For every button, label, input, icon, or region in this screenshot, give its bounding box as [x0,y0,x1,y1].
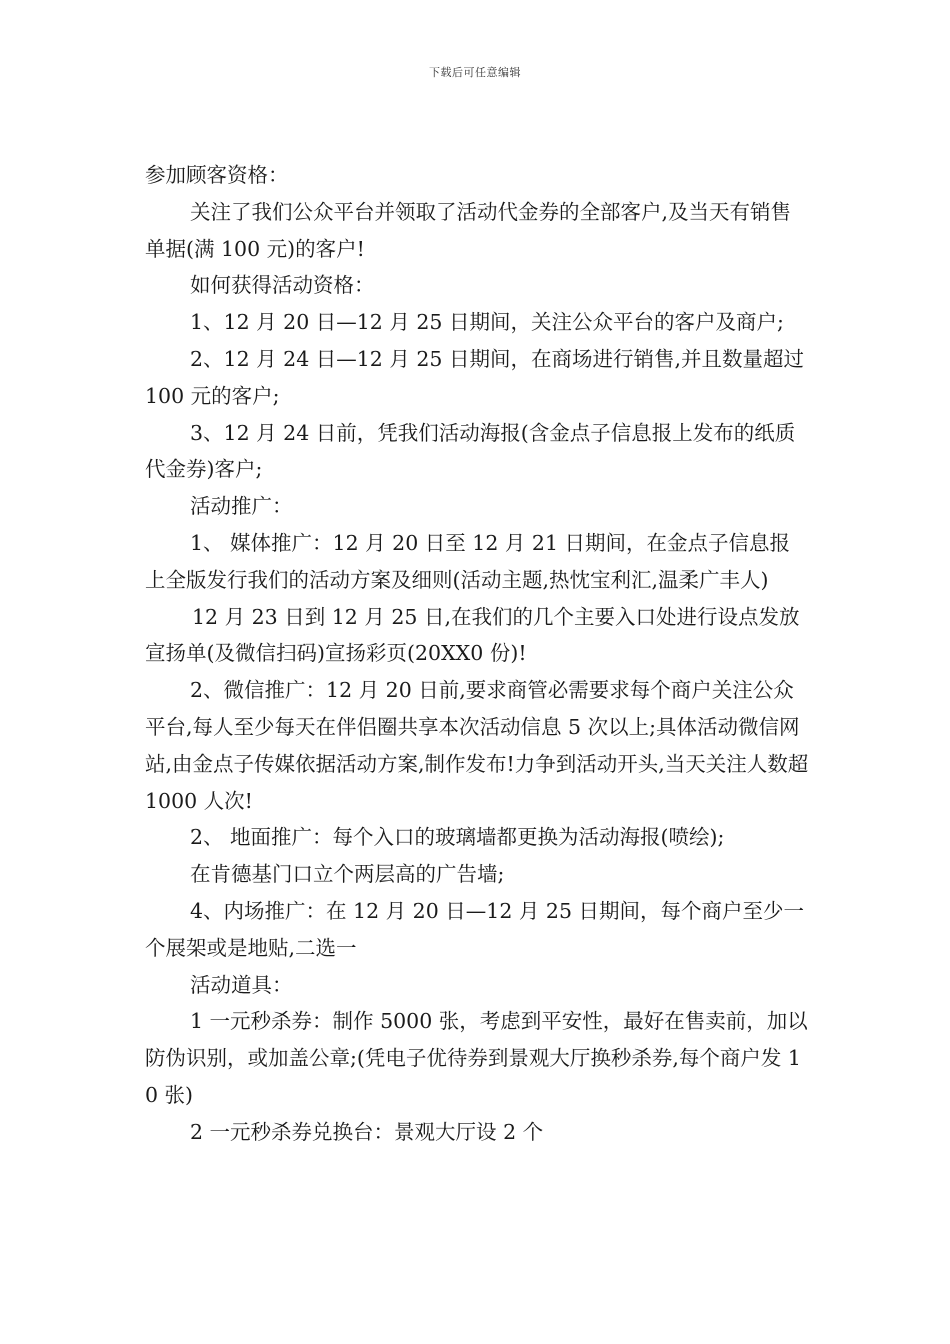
paragraph: 在肯德基门口立个两层高的广告墙; [190,862,505,887]
paragraph: 活动推广： [190,494,293,519]
paragraph: 3、12 月 24 日前，凭我们活动海报(含金点子信息报上发布的纸质代金券)客户; [145,420,796,482]
paragraph: 2、微信推广：12 月 20 日前,要求商管必需要求每个商户关注公众平台,每人至少每天在伴侣圈共享本次活动信息 5 次以上;具体活动微信网站,由金点子传媒依据活动方案,制作发布!力争到活动开头,当天关注人数超 1000 人次! [145,678,809,813]
paragraph: 1 一元秒杀券：制作 5000 张，考虑到平安性，最好在售卖前，加以防伪识别，或加盖公章;(凭电子优待券到景观大厅换秒杀券,每个商户发 10 张) [145,1009,808,1107]
paragraph: 4、内场推广：在 12 月 20 日—12 月 25 日期间，每个商户至少一个展架或是地贴,二选一 [145,898,804,960]
page-header: 下载后可任意编辑 [429,66,521,79]
paragraph: 12 月 23 日到 12 月 25 日,在我们的几个主要入口处进行设点发放宣扬单(及微信扫码)宣扬彩页(20XX0 份)! [145,604,800,666]
paragraph: 1、12 月 20 日—12 月 25 日期间，关注公众平台的客户及商户; [190,310,784,335]
document-body [145,157,810,1151]
paragraph: 如何获得活动资格： [190,273,375,298]
paragraph: 1、 媒体推广：12 月 20 日至 12 月 21 日期间，在金点子信息报上全版发行我们的活动方案及细则(活动主题,热忱宝利汇,温柔广丰人) [145,530,791,592]
paragraph: 2、 地面推广：每个入口的玻璃墙都更换为活动海报(喷绘); [190,825,725,850]
paragraph: 活动道具： [190,972,293,997]
paragraph: 参加顾客资格： [145,163,289,187]
paragraph: 2、12 月 24 日—12 月 25 日期间，在商场进行销售,并且数量超过 100 元的客户; [145,346,804,408]
paragraph: 关注了我们公众平台并领取了活动代金券的全部客户,及当天有销售单据(满 100 元)的客户! [145,199,792,261]
paragraph: 2 一元秒杀券兑换台：景观大厅设 2 个 [190,1119,544,1144]
